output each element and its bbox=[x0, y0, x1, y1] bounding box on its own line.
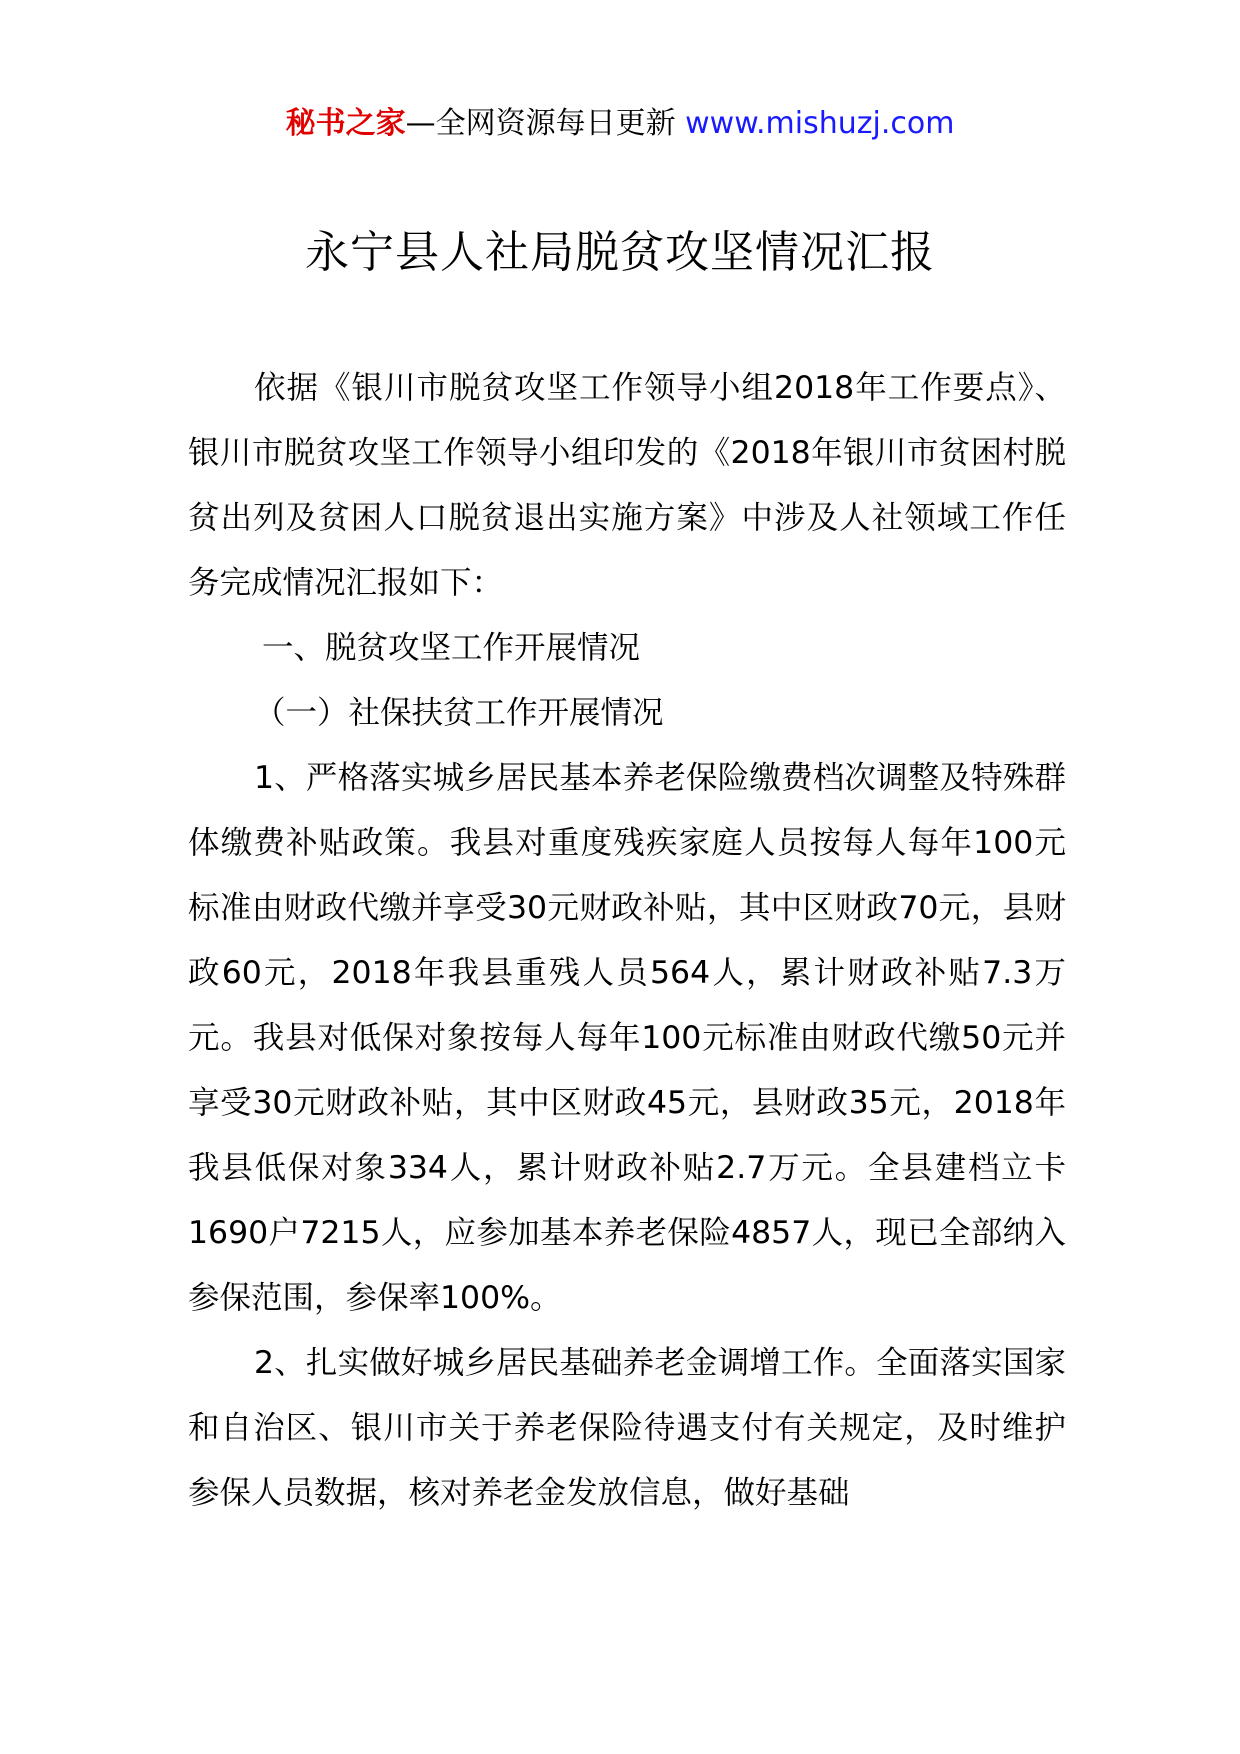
item-paragraph-2: 2、扎实做好城乡居民基础养老金调增工作。全面落实国家和自治区、银川市关于养老保险待遇支付有关规定，及时维护参保人员数据，核对养老金发放信息，做好基础 bbox=[188, 1345, 1066, 1511]
site-url-link[interactable]: www.mishuzj.com bbox=[685, 106, 955, 141]
site-slogan: —全网资源每日更新 bbox=[405, 106, 676, 141]
document-title: 永宁县人社局脱贫攻坚情况汇报 bbox=[305, 227, 935, 278]
intro-paragraph: 依据《银川市脱贫攻坚工作领导小组2018年工作要点》、银川市脱贫攻坚工作领导小组印发的《2018年银川市贫困村脱贫出列及贫困人口脱贫退出实施方案》中涉及人社领域工作任务完成情况汇报如下： bbox=[188, 370, 1066, 601]
document-body bbox=[188, 356, 1066, 1526]
subsection-heading: （一）社保扶贫工作开展情况 bbox=[254, 695, 664, 731]
site-brand: 秘书之家 bbox=[285, 106, 406, 141]
item-paragraph-1: 1、严格落实城乡居民基本养老保险缴费档次调整及特殊群体缴费补贴政策。我县对重度残疾家庭人员按每人每年100元标准由财政代缴并享受30元财政补贴，其中区财政70元，县财政60元，2018年我县重残人员564人，累计财政补贴7.3万元。我县对低保对象按每人每年100元标准由财政代缴50元并享受30元财政补贴，其中区财政45元，县财政35元，2018年我县低保对象334人，累计财政补贴2.7万元。全县建档立卡1690户7215人，应参加基本养老保险4857人，现已全部纳入参保范围，参保率100%。 bbox=[188, 760, 1066, 1316]
site-header bbox=[0, 102, 1240, 146]
section-heading: 一、脱贫攻坚工作开展情况 bbox=[262, 630, 641, 666]
